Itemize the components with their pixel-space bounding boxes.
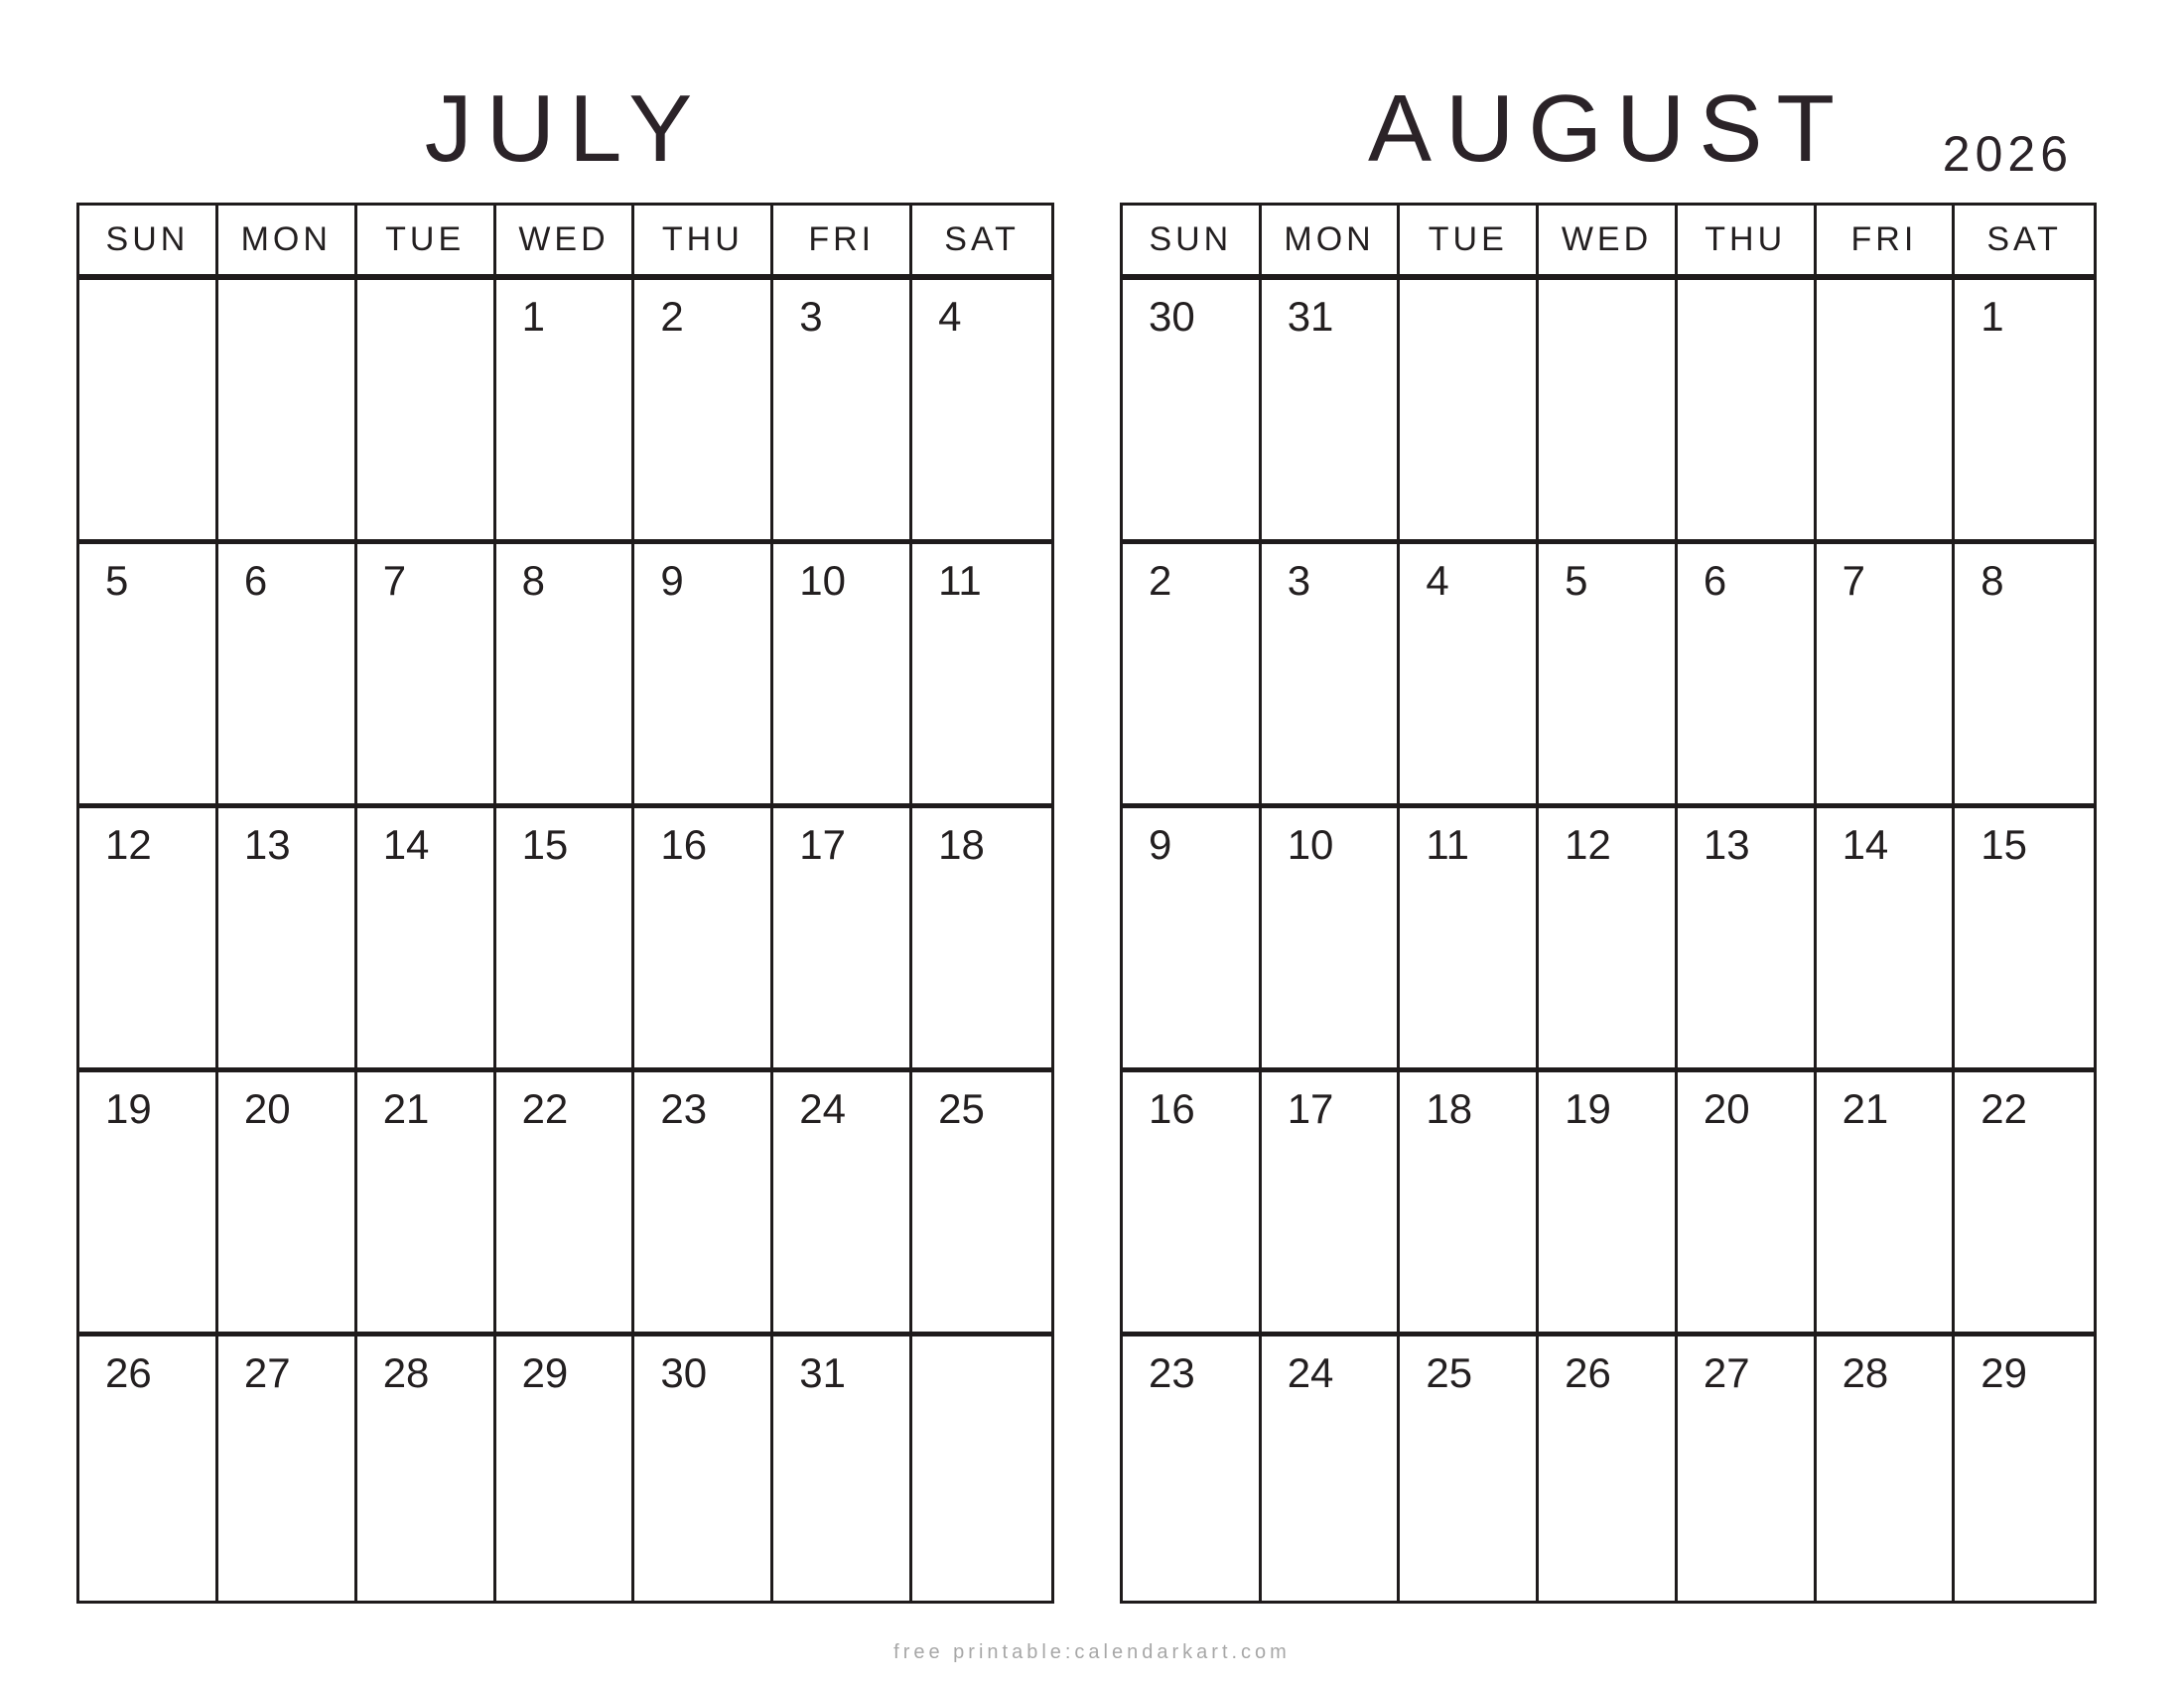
- date-cell: 22: [1955, 1072, 2094, 1336]
- date-cell: 8: [496, 544, 635, 808]
- date-cell: 31: [1262, 280, 1401, 544]
- footer-credit: free printable:calendarkart.com: [893, 1641, 1291, 1663]
- date-cell: 10: [773, 544, 912, 808]
- date-cell: 19: [1539, 1072, 1678, 1336]
- day-header: FRI: [773, 206, 912, 280]
- date-cell: [218, 280, 357, 544]
- day-header: THU: [634, 206, 773, 280]
- day-header: SAT: [1955, 206, 2094, 280]
- day-header: TUE: [1400, 206, 1539, 280]
- date-cell: 2: [634, 280, 773, 544]
- date-cell: 4: [912, 280, 1051, 544]
- date-cell: 26: [1539, 1336, 1678, 1601]
- date-cell: 27: [218, 1336, 357, 1601]
- august-title: AUGUST: [1367, 75, 1849, 182]
- date-cell: 28: [357, 1336, 496, 1601]
- date-cell: 18: [912, 808, 1051, 1072]
- date-cell: 2: [1123, 544, 1262, 808]
- day-header: MON: [1262, 206, 1401, 280]
- date-cell: 24: [773, 1072, 912, 1336]
- date-cell: 21: [1817, 1072, 1956, 1336]
- date-cell: 28: [1817, 1336, 1956, 1601]
- day-header: SUN: [1123, 206, 1262, 280]
- date-cell: 19: [79, 1072, 218, 1336]
- date-cell: 3: [773, 280, 912, 544]
- date-cell: 11: [1400, 808, 1539, 1072]
- date-cell: [1539, 280, 1678, 544]
- day-header: TUE: [357, 206, 496, 280]
- date-cell: 27: [1678, 1336, 1817, 1601]
- day-header: THU: [1678, 206, 1817, 280]
- date-cell: [1817, 280, 1956, 544]
- date-cell: 31: [773, 1336, 912, 1601]
- date-cell: [79, 280, 218, 544]
- date-cell: 13: [1678, 808, 1817, 1072]
- day-header: FRI: [1817, 206, 1956, 280]
- date-cell: 16: [1123, 1072, 1262, 1336]
- date-cell: 16: [634, 808, 773, 1072]
- date-cell: 24: [1262, 1336, 1401, 1601]
- date-cell: 22: [496, 1072, 635, 1336]
- day-header: WED: [496, 206, 635, 280]
- date-cell: 14: [1817, 808, 1956, 1072]
- date-cell: 5: [1539, 544, 1678, 808]
- day-header: MON: [218, 206, 357, 280]
- date-cell: [357, 280, 496, 544]
- august-calendar-grid: [1120, 203, 2097, 1604]
- date-cell: 15: [1955, 808, 2094, 1072]
- date-cell: [1678, 280, 1817, 544]
- date-cell: 17: [773, 808, 912, 1072]
- july-title: JULY: [424, 75, 707, 182]
- date-cell: 1: [496, 280, 635, 544]
- date-cell: 9: [1123, 808, 1262, 1072]
- july-calendar-grid: [76, 203, 1054, 1604]
- date-cell: 6: [218, 544, 357, 808]
- date-cell: 25: [912, 1072, 1051, 1336]
- july-calendar: [76, 75, 1054, 1604]
- date-cell: 6: [1678, 544, 1817, 808]
- date-cell: 25: [1400, 1336, 1539, 1601]
- date-cell: 4: [1400, 544, 1539, 808]
- date-cell: 14: [357, 808, 496, 1072]
- august-calendar: [1120, 75, 2097, 1604]
- date-cell: 15: [496, 808, 635, 1072]
- date-cell: 3: [1262, 544, 1401, 808]
- date-cell: 17: [1262, 1072, 1401, 1336]
- date-cell: 30: [634, 1336, 773, 1601]
- date-cell: 18: [1400, 1072, 1539, 1336]
- date-cell: 12: [1539, 808, 1678, 1072]
- date-cell: 23: [1123, 1336, 1262, 1601]
- date-cell: [912, 1336, 1051, 1601]
- date-cell: 20: [218, 1072, 357, 1336]
- date-cell: 29: [496, 1336, 635, 1601]
- date-cell: 5: [79, 544, 218, 808]
- date-cell: 7: [357, 544, 496, 808]
- date-cell: 29: [1980, 1349, 2027, 1396]
- date-cell: 21: [357, 1072, 496, 1336]
- date-cell: 20: [1678, 1072, 1817, 1336]
- date-cell: 23: [634, 1072, 773, 1336]
- date-cell: 30: [1123, 280, 1262, 544]
- date-cell: 12: [79, 808, 218, 1072]
- date-cell: 9: [634, 544, 773, 808]
- date-cell: 7: [1817, 544, 1956, 808]
- day-header: SUN: [79, 206, 218, 280]
- date-cell: 13: [218, 808, 357, 1072]
- day-header: WED: [1539, 206, 1678, 280]
- year-label: 2026: [1942, 126, 2073, 182]
- date-cell: 26: [79, 1336, 218, 1601]
- date-cell: [1400, 280, 1539, 544]
- date-cell: 11: [912, 544, 1051, 808]
- date-cell: 1: [1955, 280, 2094, 544]
- date-cell: 8: [1955, 544, 2094, 808]
- day-header: SAT: [912, 206, 1051, 280]
- date-cell: 10: [1262, 808, 1401, 1072]
